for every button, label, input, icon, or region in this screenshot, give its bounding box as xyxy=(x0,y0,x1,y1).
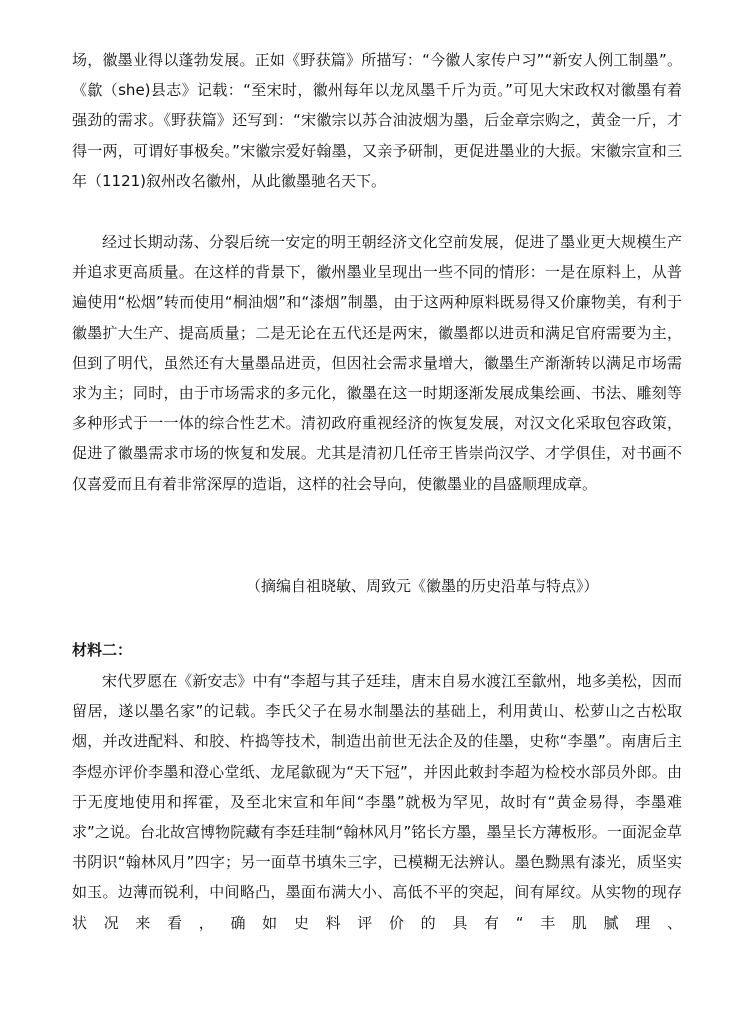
paragraph-2: 经过长期动荡、分裂后统一安定的明王朝经济文化空前发展，促进了墨业更大规模生产并追求更高质量。在这样的背景下，徽州墨业呈现出一些不同的情形：一是在原料上，从普遍使用“松烟”转而使用“桐油烟”和“漆烟”制墨，由于这两种原料既易得又价廉物美，有利于徽墨扩大生产、提高质量；二是无论在五代还是两宋，徽墨都以进贡和满足官府需要为主，但到了明代，虽然还有大量墨品进贡，但因社会需求量增大，徽墨生产渐渐转以满足市场需求为主；同时，由于市场需求的多元化，徽墨在这一时期逐渐发展成集绘画、书法、雕刻等多种形式于一一体的综合性艺术。清初政府重视经济的恢复发展，对汉文化采取包容政策，促进了徽墨需求市场的恢复和发展。尤其是清初几任帝王皆崇尚汉学、才学俱佳，对书画不仅喜爱而且有着非常深厚的造诣，这样的社会导向，使徽墨业的昌盛顺理成章。 xyxy=(72,233,682,493)
paragraph-3: 宋代罗愿在《新安志》中有“李超与其子廷珪，唐末自易水渡江至歙州，地多美松，因而留居，遂以墨名家”的记载。李氏父子在易水制墨法的基础上，利用黄山、松萝山之古松取烟，并改进配料、和胶、杵捣等技术，制造出前世无法企及的佳墨，史称“李墨”。南唐后主李煜亦评价李墨和澄心堂纸、龙尾歙砚为“天下冠”，并因此敕封李超为检校水部员外郎。由于无度地使用和挥霍，及至北宋宣和年间“李墨”就极为罕见，故时有“黄金易得，李墨难求”之说。台北故宫博物院藏有李廷珪制“翰林风月”铭长方墨，墨呈长方薄板形。一面泥金草书阴识“翰林风月”四字；另一面草书填朱三字，已模糊无法辨认。墨色黝黑有漆光，质坚实如玉。边薄而锐利，中间略凸，墨面布满大小、高低不平的突起，间有犀纹。从实物的现存状况来看，确如史料评价的具有“丰肌腻理、 xyxy=(72,672,682,932)
paragraph-1: 场，徽墨业得以蓬勃发展。正如《野获篇》所描写：“今徽人家传户习”“新安人例工制墨”。《歙（she)县志》记载：“至宋时，徽州每年以龙凤墨千斤为贡。”可见大宋政权对徽墨有着强劲的需求。《野获篇》还写到：“宋徽宗以苏合油波烟为墨，后金章宗购之，黄金一斤，才得一两，可谓好事极矣。”宋徽宗爱好翰墨，又亲予研制，更促进墨业的大振。宋徽宗宣和三年（1121)叙州改名徽州，从此徽墨驰名天下。 xyxy=(72,51,682,190)
source-citation: （摘编自祖晓敏、周致元《徽墨的历史沿革与特点》） xyxy=(246,577,599,595)
section-heading: 材料二： xyxy=(72,641,133,659)
